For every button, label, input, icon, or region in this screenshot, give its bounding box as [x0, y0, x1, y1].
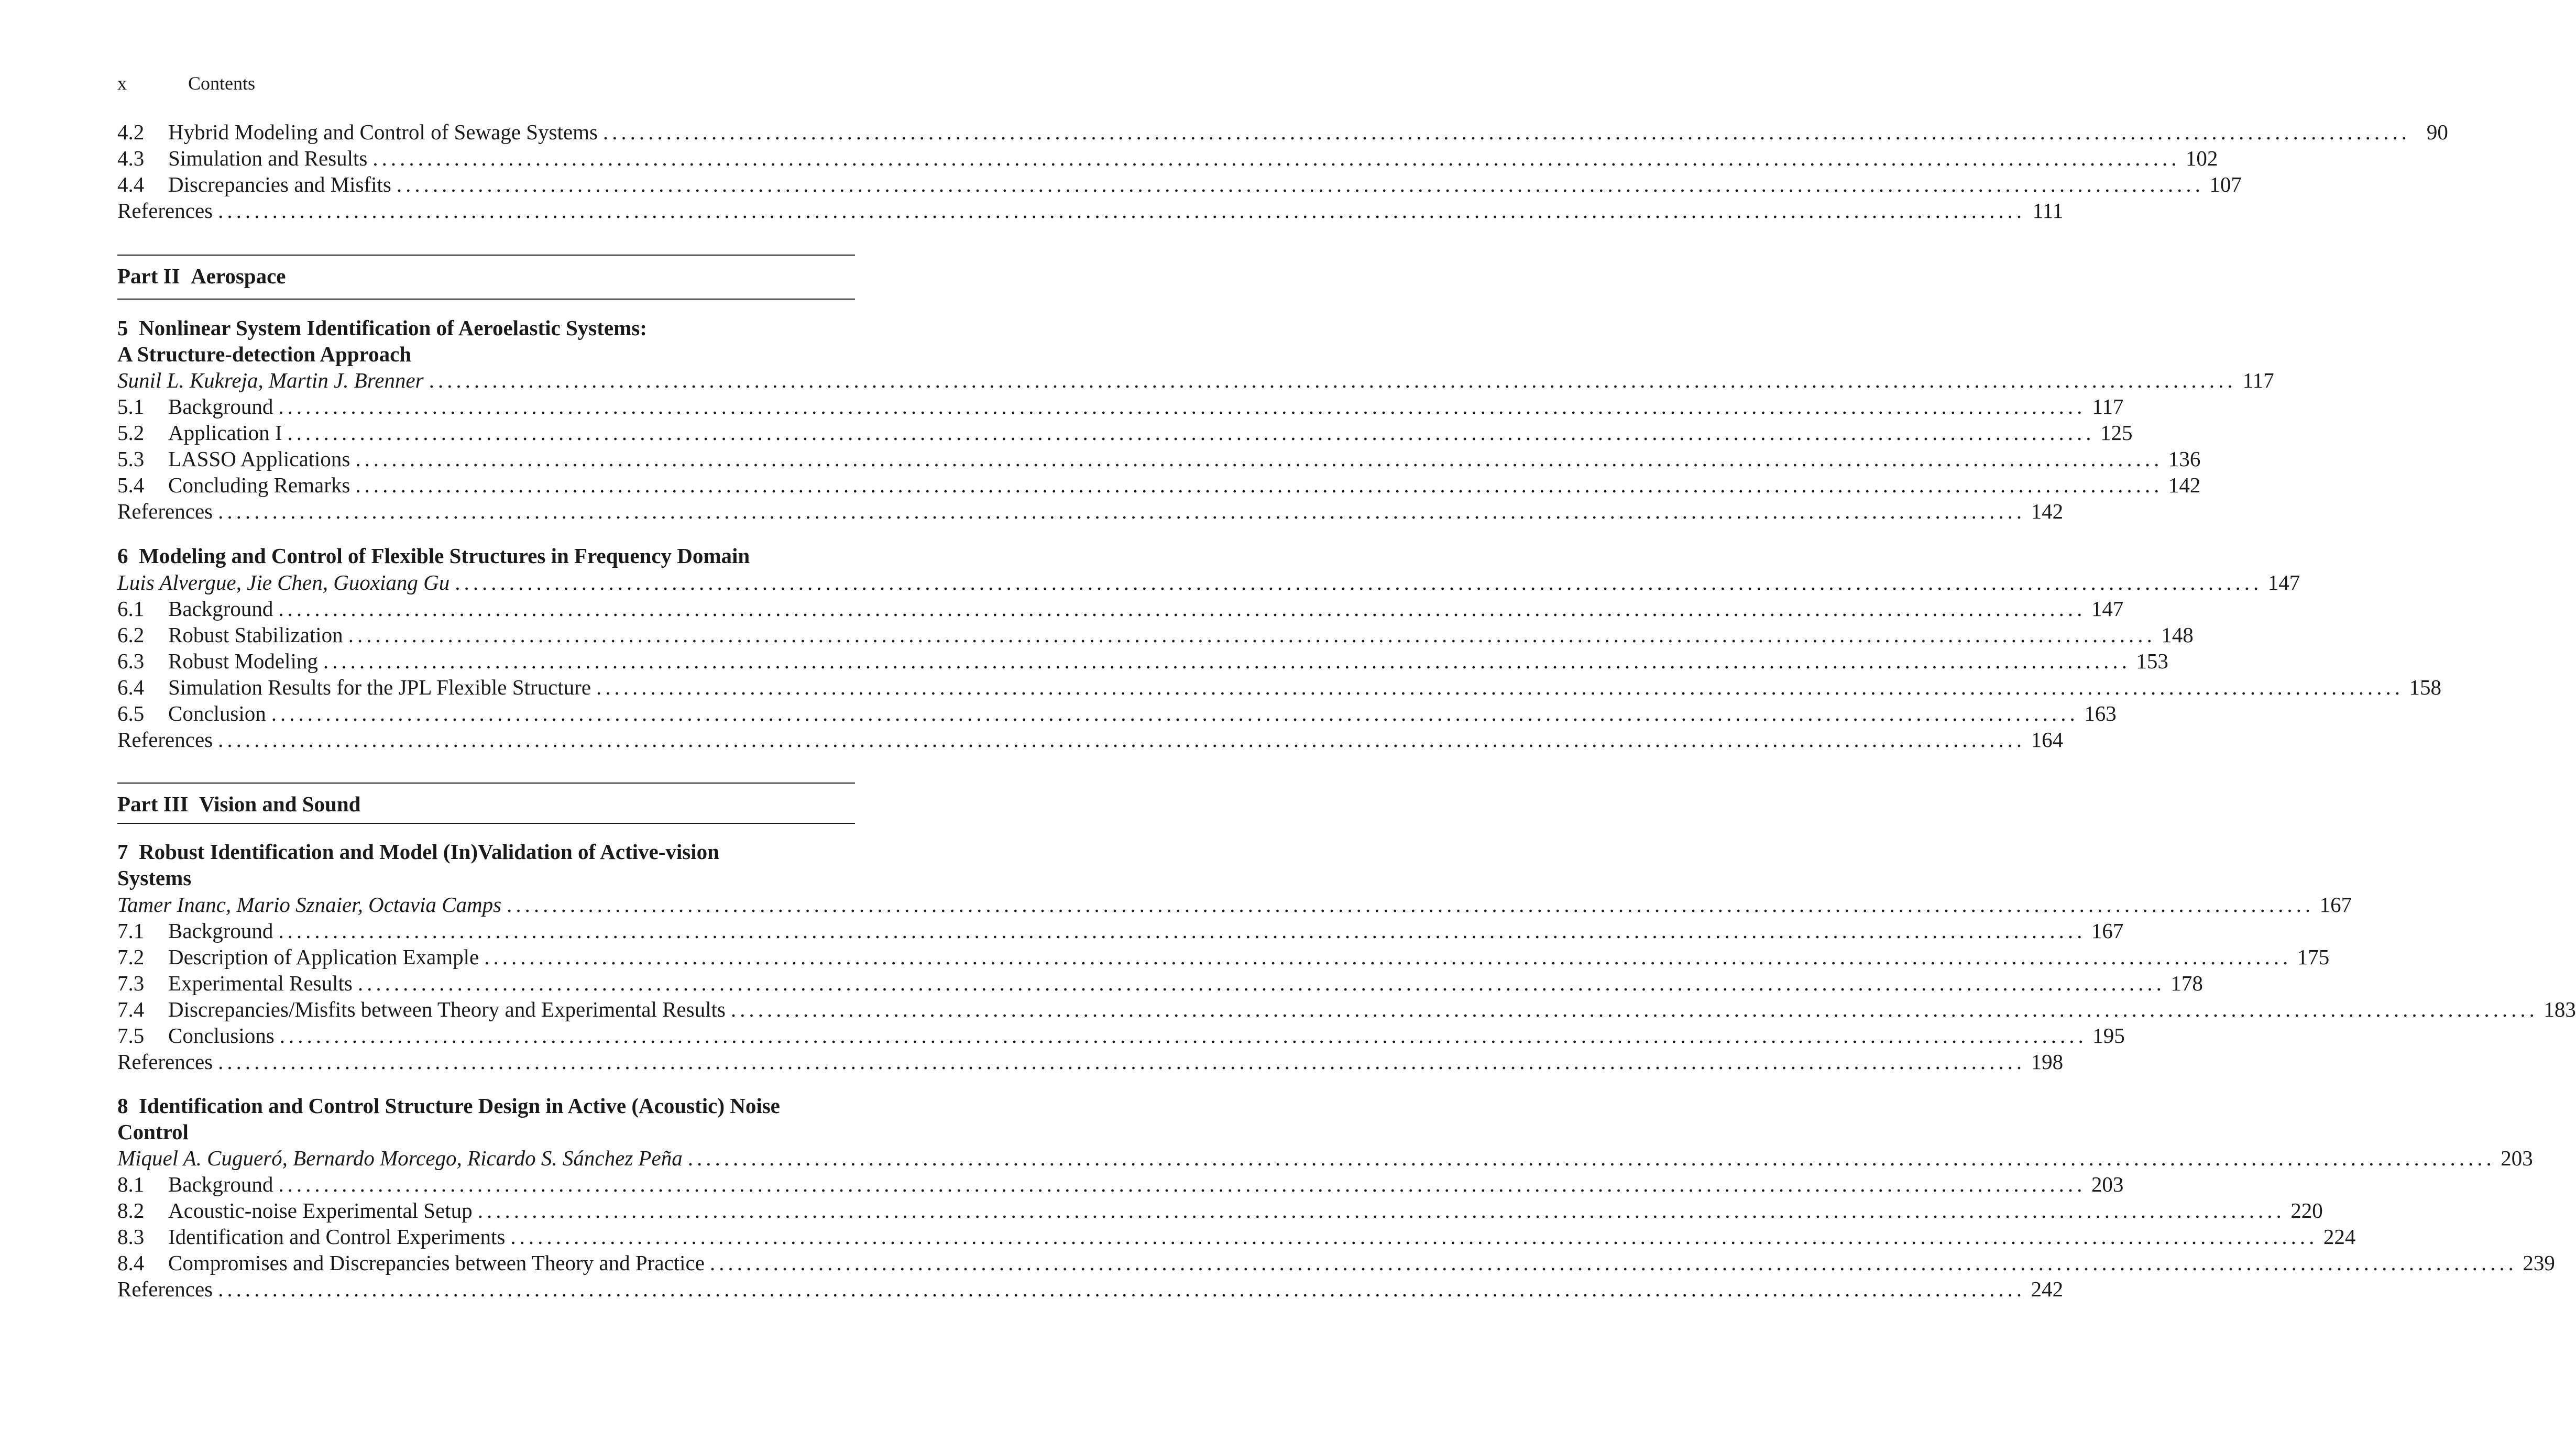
- page-number: 102: [2185, 146, 2218, 170]
- dot-leader: ........................................................................................................................................................................................................: [355, 447, 2163, 471]
- page-number: 147: [2267, 570, 2300, 594]
- toc-entry-references[interactable]: References ........................................................................................................................................................................................................ 111: [117, 199, 2064, 223]
- page-number: 142: [2031, 499, 2064, 523]
- page-number: 224: [2323, 1225, 2356, 1249]
- dot-leader: ........................................................................................................................................................................................................: [730, 997, 2538, 1021]
- dot-leader: ........................................................................................................................................................................................................: [287, 421, 2095, 445]
- chapter-heading-5[interactable]: 5 Nonlinear System Identification of Aeroelastic Systems: A Structure-detection Approach: [117, 316, 647, 366]
- page-number: 90: [2426, 120, 2448, 144]
- toc-entry[interactable]: 7.5 Conclusions ........................................................................................................................................................................................................ 195: [117, 1023, 2125, 1048]
- dot-leader: ........................................................................................................................................................................................................: [279, 1023, 2087, 1048]
- dot-leader: ........................................................................................................................................................................................................: [323, 649, 2131, 673]
- toc-entry-references[interactable]: References ........................................................................................................................................................................................................ 164: [117, 728, 2064, 752]
- dot-leader: ........................................................................................................................................................................................................: [484, 945, 2292, 969]
- page-number: 220: [2290, 1198, 2323, 1222]
- toc-entry[interactable]: 8.2 Acoustic-noise Experimental Setup ........................................................................................................................................................................................................ 220: [117, 1198, 2323, 1222]
- dot-leader: ........................................................................................................................................................................................................: [477, 1198, 2285, 1222]
- dot-leader: ........................................................................................................................................................................................................: [396, 172, 2204, 196]
- page-number: 136: [2168, 447, 2201, 471]
- chapter-heading-6[interactable]: 6 Modeling and Control of Flexible Structures in Frequency Domain: [117, 544, 750, 568]
- dot-leader: ........................................................................................................................................................................................................: [348, 623, 2156, 647]
- dot-leader: ........................................................................................................................................................................................................: [278, 1172, 2086, 1196]
- chapter-authors: Luis Alvergue, Jie Chen, Guoxiang Gu ........................................................................................................................................................................................................ 147: [117, 570, 2300, 594]
- page-number: 142: [2168, 473, 2201, 497]
- toc-entry[interactable]: 7.1 Background ........................................................................................................................................................................................................ 167: [117, 919, 2124, 943]
- toc-entry[interactable]: 8.4 Compromises and Discrepancies between Theory and Practice ........................................................................................................................................................................................................ 239: [117, 1251, 2555, 1275]
- part-heading-vision-and-sound[interactable]: Part III Vision and Sound: [117, 792, 361, 816]
- chapter-heading-7[interactable]: 7 Robust Identification and Model (In)Validation of Active-vision Systems: [117, 840, 719, 890]
- page-number: 242: [2031, 1277, 2064, 1301]
- toc-entry[interactable]: 6.2 Robust Stabilization ........................................................................................................................................................................................................ 148: [117, 623, 2194, 647]
- chapter-authors: Sunil L. Kukreja, Martin J. Brenner ........................................................................................................................................................................................................ 117: [117, 368, 2274, 392]
- part-rule-bottom: [117, 823, 855, 824]
- page-number: 239: [2523, 1251, 2555, 1275]
- dot-leader: ........................................................................................................................................................................................................: [602, 120, 2410, 144]
- toc-entry[interactable]: 5.3 LASSO Applications ........................................................................................................................................................................................................ 136: [117, 447, 2201, 471]
- toc-entry[interactable]: 6.3 Robust Modeling ........................................................................................................................................................................................................ 153: [117, 649, 2168, 673]
- toc-entry[interactable]: 7.2 Description of Application Example ........................................................................................................................................................................................................ 175: [117, 945, 2330, 969]
- dot-leader: ........................................................................................................................................................................................................: [271, 701, 2079, 725]
- page-number: 167: [2091, 919, 2124, 943]
- running-head-title: Contents: [188, 73, 256, 94]
- running-head: [117, 72, 255, 94]
- toc-entry[interactable]: 5.1 Background ........................................................................................................................................................................................................ 117: [117, 394, 2124, 418]
- dot-leader: ........................................................................................................................................................................................................: [218, 728, 2026, 752]
- dot-leader: ........................................................................................................................................................................................................: [429, 368, 2237, 392]
- dot-leader: ........................................................................................................................................................................................................: [596, 675, 2404, 699]
- toc-entry[interactable]: 8.3 Identification and Control Experiments ........................................................................................................................................................................................................ 224: [117, 1225, 2356, 1249]
- dot-leader: ........................................................................................................................................................................................................: [278, 919, 2086, 943]
- toc-entry[interactable]: 8.1 Background ........................................................................................................................................................................................................ 203: [117, 1172, 2124, 1196]
- dot-leader: ........................................................................................................................................................................................................: [278, 394, 2086, 418]
- page-number: 203: [2501, 1146, 2533, 1170]
- dot-leader: ........................................................................................................................................................................................................: [372, 146, 2180, 170]
- page-number: 175: [2297, 945, 2330, 969]
- part-rule-top: [117, 783, 855, 784]
- dot-leader: ........................................................................................................................................................................................................: [278, 597, 2086, 621]
- dot-leader: ........................................................................................................................................................................................................: [455, 570, 2263, 594]
- chapter-authors: Miquel A. Cugueró, Bernardo Morcego, Ricardo S. Sánchez Peña ........................................................................................................................................................................................................ 203: [117, 1146, 2533, 1170]
- dot-leader: ........................................................................................................................................................................................................: [218, 1050, 2026, 1074]
- page-number: 203: [2091, 1172, 2124, 1196]
- chapter-authors: Tamer Inanc, Mario Sznaier, Octavia Camps ........................................................................................................................................................................................................ 167: [117, 893, 2352, 917]
- toc-entry[interactable]: 4.4 Discrepancies and Misfits ........................................................................................................................................................................................................ 107: [117, 172, 2242, 196]
- page-number: 117: [2242, 368, 2274, 392]
- dot-leader: ........................................................................................................................................................................................................: [709, 1251, 2517, 1275]
- part-rule-bottom: [117, 299, 855, 300]
- page-number: 163: [2084, 701, 2117, 725]
- page-number: 117: [2092, 394, 2124, 418]
- dot-leader: ........................................................................................................................................................................................................: [507, 893, 2315, 917]
- page-number: 178: [2171, 971, 2203, 995]
- page-number: 148: [2161, 623, 2194, 647]
- page-number: 164: [2031, 728, 2064, 752]
- page-number: 198: [2031, 1050, 2064, 1074]
- dot-leader: ........................................................................................................................................................................................................: [357, 971, 2165, 995]
- toc-entry[interactable]: 4.2 Hybrid Modeling and Control of Sewage Systems ........................................................................................................................................................................................................ 90: [117, 120, 2448, 144]
- toc-entry[interactable]: 5.4 Concluding Remarks ........................................................................................................................................................................................................ 142: [117, 473, 2201, 497]
- toc-entry[interactable]: 5.2 Application I ........................................................................................................................................................................................................ 125: [117, 421, 2133, 445]
- page-number: 195: [2092, 1023, 2125, 1048]
- toc-entry-references[interactable]: References ........................................................................................................................................................................................................ 142: [117, 499, 2064, 523]
- page-number: 183: [2544, 997, 2576, 1021]
- dot-leader: ........................................................................................................................................................................................................: [218, 499, 2026, 523]
- chapter-heading-8[interactable]: 8 Identification and Control Structure Design in Active (Acoustic) Noise Control: [117, 1094, 780, 1144]
- dot-leader: ........................................................................................................................................................................................................: [510, 1225, 2318, 1249]
- page-folio: x: [117, 73, 127, 94]
- toc-entry-references[interactable]: References ........................................................................................................................................................................................................ 242: [117, 1277, 2064, 1301]
- toc-entry[interactable]: 6.4 Simulation Results for the JPL Flexible Structure ........................................................................................................................................................................................................ 158: [117, 675, 2442, 699]
- part-heading-aerospace[interactable]: Part II Aerospace: [117, 264, 286, 288]
- toc-entry-references[interactable]: References ........................................................................................................................................................................................................ 198: [117, 1050, 2064, 1074]
- dot-leader: ........................................................................................................................................................................................................: [218, 199, 2026, 223]
- page-number: 107: [2209, 172, 2242, 196]
- toc-entry[interactable]: 4.3 Simulation and Results ........................................................................................................................................................................................................ 102: [117, 146, 2218, 170]
- page-number: 111: [2032, 199, 2064, 223]
- page-number: 147: [2091, 597, 2124, 621]
- part-rule-top: [117, 255, 855, 256]
- page-number: 158: [2409, 675, 2442, 699]
- toc-entry[interactable]: 6.5 Conclusion ........................................................................................................................................................................................................ 163: [117, 701, 2117, 725]
- dot-leader: ........................................................................................................................................................................................................: [355, 473, 2163, 497]
- toc-entry[interactable]: 6.1 Background ........................................................................................................................................................................................................ 147: [117, 597, 2124, 621]
- page-number: 125: [2100, 421, 2133, 445]
- dot-leader: ........................................................................................................................................................................................................: [218, 1277, 2026, 1301]
- toc-entry[interactable]: 7.4 Discrepancies/Misfits between Theory and Experimental Results ........................................................................................................................................................................................................ 183: [117, 997, 2576, 1021]
- page-number: 167: [2319, 893, 2352, 917]
- dot-leader: ........................................................................................................................................................................................................: [687, 1146, 2495, 1170]
- page-number: 153: [2136, 649, 2168, 673]
- toc-entry[interactable]: 7.3 Experimental Results ........................................................................................................................................................................................................ 178: [117, 971, 2203, 995]
